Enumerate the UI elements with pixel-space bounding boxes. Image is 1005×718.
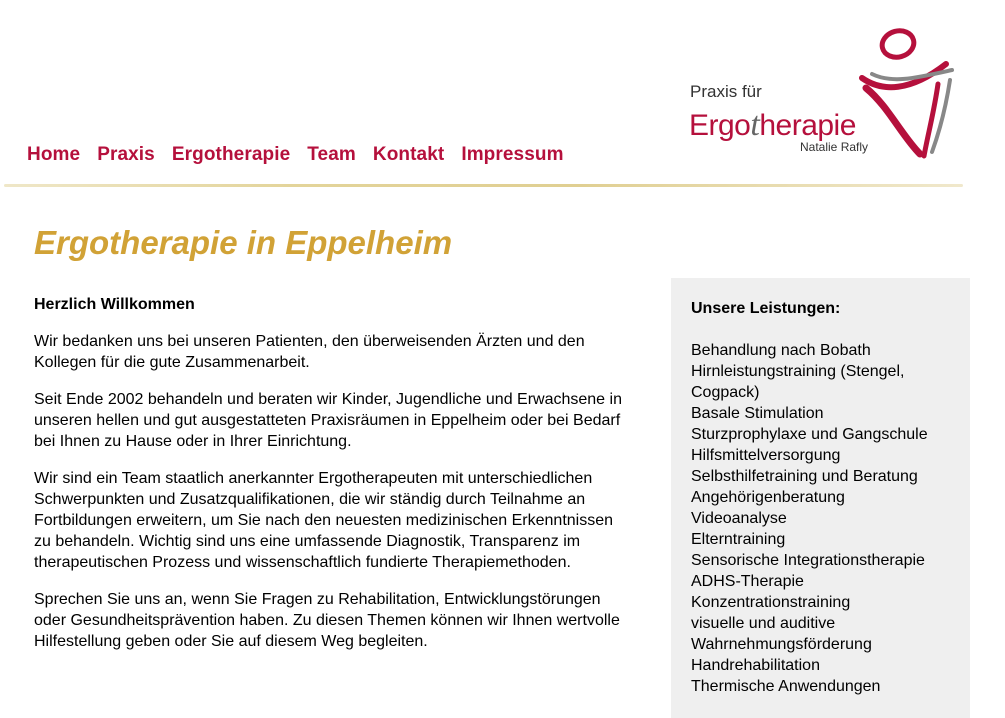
nav-home[interactable]: Home [27,144,81,165]
service-item: Behandlung nach Bobath [691,342,871,359]
logo-line2-a: Ergo [689,109,751,142]
nav-team[interactable]: Team [307,144,356,165]
welcome-heading: Herzlich Willkommen [34,296,195,313]
nav-kontakt[interactable]: Kontakt [372,144,445,165]
nav-divider [4,184,963,187]
services-heading: Unsere Leistungen: [691,300,841,317]
nav-impressum[interactable]: Impressum [461,144,564,165]
service-item: Basale Stimulation [691,405,824,422]
service-item: Angehörigenberatung [691,489,845,506]
nav-ergotherapie[interactable]: Ergotherapie [171,144,291,165]
logo[interactable] [688,26,960,162]
service-item: visuelle und auditive [691,615,836,632]
service-item: Hilfsmittelversorgung [691,447,841,464]
service-item: Wahrnehmungsförderung [691,636,872,653]
intro-paragraph-2: Seit Ende 2002 behandeln und beraten wir Kinder, Jugendliche und Erwachsene in unseren hellen und gut ausgestatteten Praxisräumen in Eppelheim oder bei Bedarf bei Ihnen zu Hause oder in Ihrer Einrichtung. [34,391,622,450]
logo-line2-b: herapie [759,109,856,142]
service-item: Sturzprophylaxe und Gangschule [691,426,928,443]
service-item: ADHS-Therapie [691,573,804,590]
service-item: Elterntraining [691,531,786,548]
service-item: Sensorische Integrationstherapie [691,552,925,569]
logo-line2-t: t [750,106,760,143]
main-content [34,294,634,668]
nav-praxis[interactable]: Praxis [97,144,155,165]
service-item: Selbsthilfetraining und Beratung [691,468,918,485]
intro-paragraph-3: Wir sind ein Team staatlich anerkannter Ergotherapeuten mit unterschiedlichen Schwerpunkten und Zusatzqualifikationen, die wir ständig durch Teilnahme an Fortbildungen erweitern, um Sie nach den neuesten medizinischen Erkenntnissen zu behandeln. Wichtig sind uns eine umfassende Diagnostik, Transparenz im therapeutischen Prozess und wissenschaftlich fundierte Therapiemethoden. [34,470,614,571]
service-item: Thermische Anwendungen [691,678,881,695]
page-title: Ergotherapie in Eppelheim [34,224,453,261]
services-sidebar [671,278,970,718]
logo-line1: Praxis für [690,82,762,101]
intro-paragraph-4: Sprechen Sie uns an, wenn Sie Fragen zu Rehabilitation, Entwicklungstörungen oder Gesundheitsprävention haben. Zu diesen Themen können wir Ihnen wertvolle Hilfestellung geben oder Sie auf diesem Weg begleiten. [34,591,620,650]
service-item: Videoanalyse [691,510,787,527]
intro-paragraph-1: Wir bedanken uns bei unseren Patienten, den überweisenden Ärzten und den Kollegen für die gute Zusammenarbeit. [34,333,585,371]
logo-line2 [689,106,856,144]
service-item: Konzentrationstraining [691,594,851,611]
main-nav [27,144,564,166]
service-item: Handrehabilitation [691,657,820,674]
logo-line3: Natalie Rafly [800,140,869,154]
services-list [691,340,950,697]
person-figure-icon [858,26,958,162]
service-item: Hirnleistungstraining (Stengel, Cogpack) [691,363,905,401]
